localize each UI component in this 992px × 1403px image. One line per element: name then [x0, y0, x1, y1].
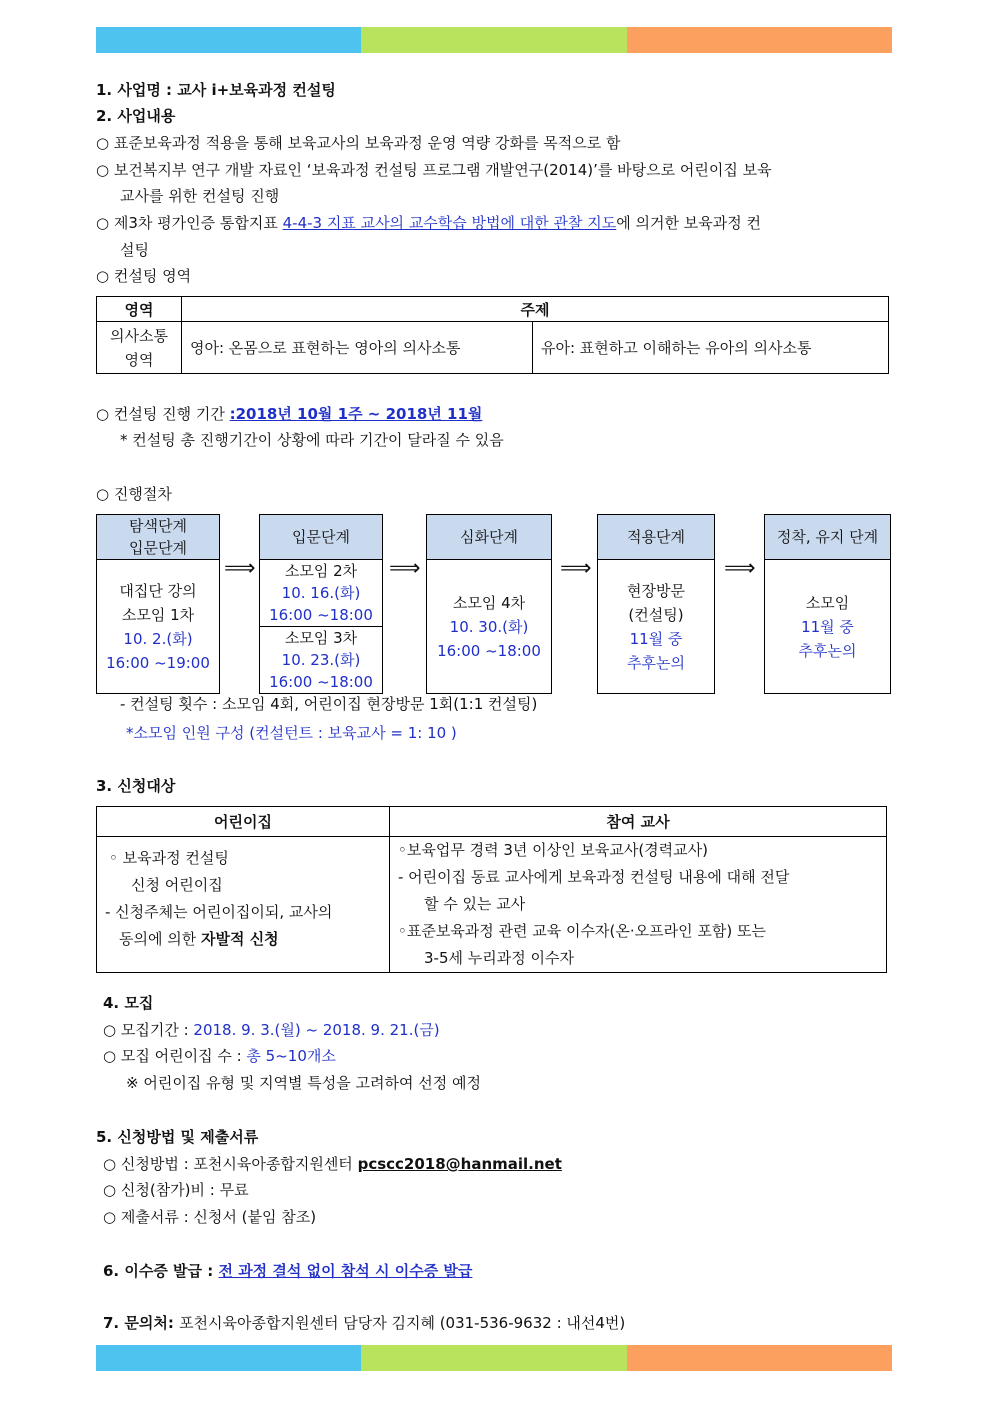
stage-application-body — [598, 560, 714, 693]
stage-application — [597, 514, 715, 694]
arrow-2-icon: ⟹ — [389, 556, 421, 581]
recruit-note: ※ 어린이집 유형 및 지역별 특성을 고려하여 선정 예정 — [126, 1074, 482, 1092]
stage2a-date: 10. 16.(화) — [281, 584, 361, 602]
stage-exploration — [96, 514, 220, 694]
stage2b-date: 10. 23.(화) — [281, 651, 361, 669]
stage-intro-header: 입문단계 — [260, 515, 382, 560]
td-daycare — [97, 837, 390, 973]
stage2a-label: 소모임 2차 — [284, 562, 358, 580]
apply-fee: ○ 신청(참가)비 : 무료 — [103, 1181, 249, 1199]
th-teacher: 참여 교사 — [390, 807, 887, 837]
top-color-bar — [96, 27, 892, 53]
apply-email-link[interactable]: pcscc2018@hanmail.net — [357, 1155, 562, 1173]
td-topic-infant: 영아: 온몸으로 표현하는 영아의 의사소통 — [182, 322, 533, 374]
period-line — [96, 404, 500, 424]
section6-title: 6. 이수증 발급 : — [103, 1262, 219, 1280]
stage5-date: 11월 중 — [801, 617, 854, 636]
recruit-count — [103, 1046, 336, 1066]
voluntary-application: 자발적 신청 — [201, 930, 279, 948]
recruit-count-value: 총 5~10개소 — [246, 1047, 336, 1065]
teacher-line1: ◦보육업무 경력 3년 이상인 보육교사(경력교사) — [398, 841, 708, 859]
apply-method-label: ○ 신청방법 : 포천시육아종합지원센터 — [103, 1155, 358, 1173]
stage-deepening — [426, 514, 552, 694]
stage1-date: 10. 2.(화) — [123, 629, 193, 648]
stage-application-header: 적용단계 — [598, 515, 714, 560]
arrow-3-icon: ⟹ — [560, 556, 592, 581]
teacher-line4: ◦표준보육과정 관련 교육 이수자(온·오프라인 포함) 또는 — [398, 922, 766, 940]
area-line-1: 의사소통 — [110, 326, 168, 345]
bullet-purpose: ○ 표준보육과정 적용을 통해 보육교사의 보육과정 운영 역량 강화를 목적으로 함 — [96, 134, 621, 152]
period-value: :2018년 10월 1주 ~ 2018년 11월 — [229, 405, 483, 423]
stage3-time: 16:00 ~18:00 — [437, 641, 541, 660]
bullet-area: ○ 컨설팅 영역 — [96, 267, 192, 285]
stage-exploration-title-2: 입문단계 — [129, 539, 187, 557]
consulting-count-note: - 컨설팅 횟수 : 소모임 4회, 어린이집 현장방문 1회(1:1 컨설팅) — [120, 695, 538, 713]
recruit-count-label: ○ 모집 어린이집 수 : — [103, 1047, 247, 1065]
stage5-extra: 추후논의 — [798, 641, 857, 660]
recruit-period — [103, 1020, 440, 1040]
indicator-link[interactable]: 4-4-3 지표 교사의 교수학습 방법에 대한 관찰 지도 — [282, 214, 617, 232]
section7-title: 7. 문의처: — [103, 1314, 180, 1332]
stage2b-time: 16:00 ~18:00 — [269, 673, 373, 691]
bullet-basis-2: 교사를 위한 컨설팅 진행 — [120, 187, 280, 205]
bullet-indicator-prefix: ○ 제3차 평가인증 통합지표 — [96, 214, 283, 232]
bottom-color-bar — [96, 1345, 892, 1371]
target-table — [96, 806, 887, 973]
certificate-condition: 전 과정 결석 없이 참석 시 이수증 발급 — [218, 1262, 473, 1280]
daycare-line4-pre: 동의에 의한 — [119, 930, 201, 948]
stage-settlement — [764, 514, 891, 694]
daycare-line4 — [105, 926, 389, 953]
consulting-area-table — [96, 296, 889, 374]
stage3-date: 10. 30.(화) — [449, 617, 529, 636]
bar-segment-blue — [96, 1345, 361, 1371]
procedure-label: ○ 진행절차 — [96, 485, 172, 503]
td-area — [97, 322, 182, 374]
recruit-period-label: ○ 모집기간 : — [103, 1021, 194, 1039]
bullet-indicator-2: 설팅 — [120, 241, 149, 259]
area-line-2: 영역 — [124, 350, 154, 369]
stage1-time: 16:00 ~19:00 — [106, 653, 210, 672]
stage-intro — [259, 514, 383, 694]
period-note: * 컨설팅 총 진행기간이 상황에 따라 기간이 달라질 수 있음 — [120, 431, 504, 449]
bar-segment-green — [361, 27, 626, 53]
daycare-line3: - 신청주체는 어린이집이되, 교사의 — [105, 903, 333, 921]
apply-docs: ○ 제출서류 : 신청서 (붙임 참조) — [103, 1208, 317, 1226]
bar-segment-blue — [96, 27, 361, 53]
recruit-period-value: 2018. 9. 3.(월) ~ 2018. 9. 21.(금) — [193, 1021, 440, 1039]
td-teacher — [390, 837, 887, 973]
section4-title: 4. 모집 — [103, 994, 154, 1012]
stage1-line2: 소모임 1차 — [121, 605, 195, 624]
daycare-line1: ◦ 보육과정 컨설팅 — [109, 849, 229, 867]
section3-title: 3. 신청대상 — [96, 777, 176, 795]
bullet-indicator-suffix: 에 의거한 보육과정 컨 — [616, 214, 761, 232]
contact-info: 포천시육아종합지원센터 담당자 김지혜 (031-536-9632 : 내선4번) — [179, 1314, 626, 1332]
stage4-date: 11월 중 — [629, 629, 683, 648]
stage-deepening-header: 심화단계 — [427, 515, 551, 560]
stage1-line1: 대집단 강의 — [119, 581, 197, 600]
bar-segment-green — [361, 1345, 626, 1371]
th-daycare: 어린이집 — [97, 807, 390, 837]
td-topic-child: 유아: 표현하고 이해하는 유아의 의사소통 — [533, 322, 889, 374]
bar-segment-orange — [627, 1345, 892, 1371]
section5-title: 5. 신청방법 및 제출서류 — [96, 1128, 259, 1146]
teacher-line5: 3-5세 누리과정 이수자 — [424, 949, 574, 967]
teacher-line3: 할 수 있는 교사 — [424, 895, 526, 913]
teacher-line2: - 어린이집 동료 교사에게 보육과정 컨설팅 내용에 대해 전달 — [398, 868, 790, 886]
section6 — [103, 1261, 478, 1281]
stage-intro-session-a — [260, 560, 382, 627]
th-area: 영역 — [97, 297, 182, 322]
group-ratio-note: *소모임 인원 구성 (컨설턴트 : 보육교사 = 1: 10 ) — [126, 724, 457, 742]
apply-method — [103, 1154, 562, 1174]
stage2a-time: 16:00 ~18:00 — [269, 606, 373, 624]
stage-exploration-header — [97, 515, 219, 560]
stage2b-label: 소모임 3차 — [284, 629, 358, 647]
section2-title: 2. 사업내용 — [96, 107, 176, 125]
period-label: ○ 컨설팅 진행 기간 — [96, 405, 230, 423]
stage4-extra: 추후논의 — [627, 653, 685, 672]
arrow-1-icon: ⟹ — [224, 556, 256, 581]
stage4-line2: (컨설팅) — [628, 605, 684, 624]
stage-intro-session-b — [260, 627, 382, 693]
stage-deepening-body — [427, 560, 551, 693]
bullet-indicator-1 — [96, 213, 761, 233]
stage-settlement-header: 정착, 유지 단계 — [765, 515, 890, 560]
section7 — [103, 1313, 625, 1333]
daycare-line2: 신청 어린이집 — [131, 876, 223, 894]
stage-exploration-body — [97, 560, 219, 693]
stage-settlement-body — [765, 560, 890, 693]
section1-title: 1. 사업명 : 교사 i+보육과정 컨설팅 — [96, 81, 336, 99]
bullet-basis-1: ○ 보건복지부 연구 개발 자료인 ‘보육과정 컨설팅 프로그램 개발연구(2014)’를 바탕으로 어린이집 보육 — [96, 161, 772, 179]
th-topic: 주제 — [182, 297, 889, 322]
stage4-line1: 현장방문 — [627, 581, 685, 600]
bar-segment-orange — [627, 27, 892, 53]
arrow-4-icon: ⟹ — [724, 556, 756, 581]
stage-exploration-title-1: 탐색단계 — [129, 517, 187, 535]
stage3-label: 소모임 4차 — [452, 593, 526, 612]
stage5-label: 소모임 — [805, 593, 850, 612]
